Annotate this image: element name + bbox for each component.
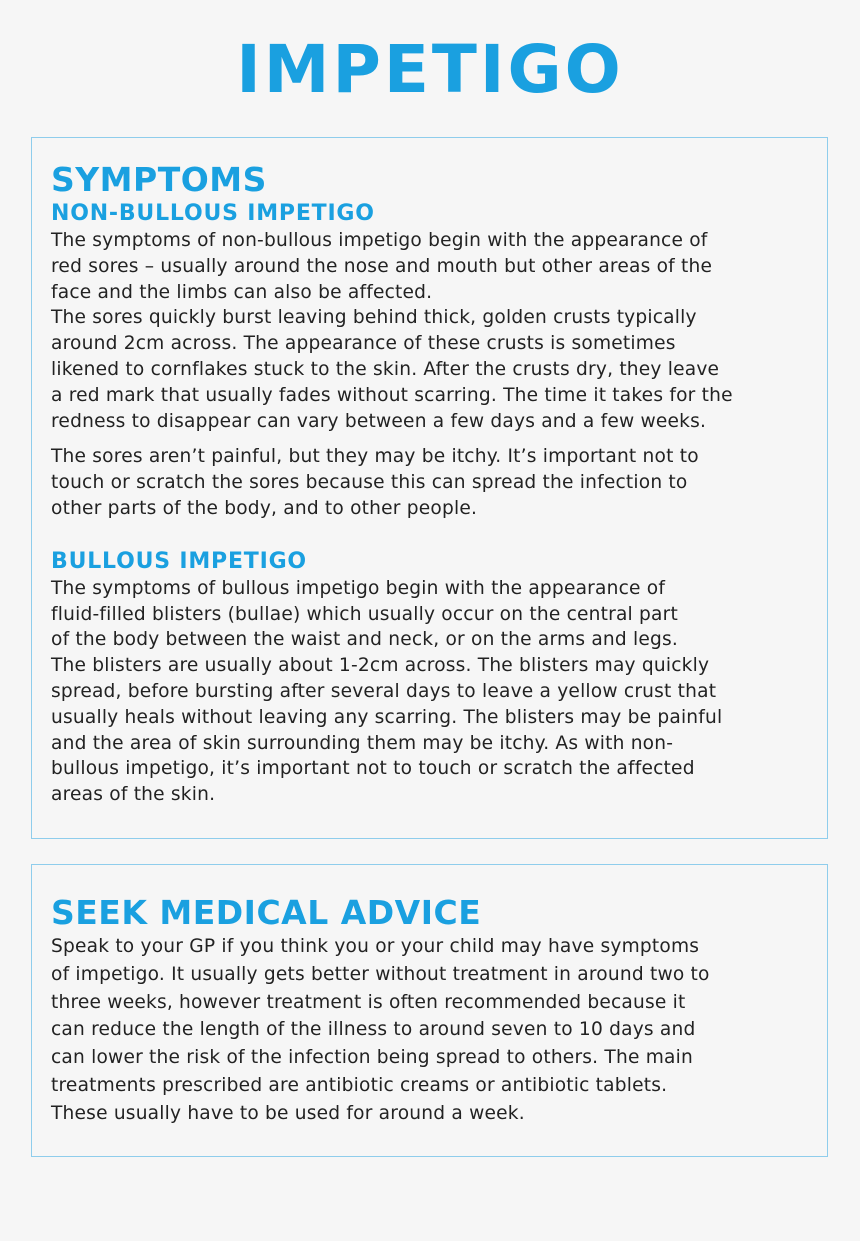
symptoms-heading: SYMPTOMS bbox=[51, 160, 267, 199]
medical-advice-paragraph: Speak to your GP if you think you or your child may have symptoms of impetigo. It usually gets better without treatment in around two to three weeks, however treatment is often recommended because it can reduce the length of the illness to around seven to 10 days and can lower the risk of the infection being spread to others. The main treatments prescribed are antibiotic creams or antibiotic tablets. These usually have to be used for around a week. bbox=[51, 936, 710, 1124]
medical-advice-section bbox=[31, 864, 828, 1157]
non-bullous-paragraph-2: The sores aren’t painful, but they may be itchy. It’s important not to touch or scratch the sores because this can spread the infection to other parts of the body, and to other people. bbox=[51, 446, 699, 519]
bullous-heading: BULLOUS IMPETIGO bbox=[51, 548, 307, 574]
non-bullous-paragraph-1: The symptoms of non-bullous impetigo begin with the appearance of red sores – usually around the nose and mouth but other areas of the face and the limbs can also be affected. The sores quickly burst leaving behind thick, golden crusts typically around 2cm across. The appearance of these crusts is sometimes likened to cornflakes stuck to the skin. After the crusts dry, they leave a red mark that usually fades without scarring. The time it takes for the redness to disappear can vary between a few days and a few weeks. bbox=[51, 230, 733, 432]
bullous-paragraph: The symptoms of bullous impetigo begin with the appearance of fluid-filled blisters (bullae) which usually occur on the central part of the body between the waist and neck, or on the arms and legs. The blisters are usually about 1-2cm across. The blisters may quickly spread, before bursting after several days to leave a yellow crust that usually heals without leaving any scarring. The blisters may be painful and the area of skin surrounding them may be itchy. As with non- bullous impetigo, it’s important not to touch or scratch the affected areas of the skin. bbox=[51, 577, 723, 806]
non-bullous-heading: NON-BULLOUS IMPETIGO bbox=[51, 201, 375, 226]
page-title: IMPETIGO bbox=[236, 31, 624, 108]
medical-advice-heading: SEEK MEDICAL ADVICE bbox=[51, 893, 482, 932]
symptoms-section bbox=[31, 137, 828, 839]
